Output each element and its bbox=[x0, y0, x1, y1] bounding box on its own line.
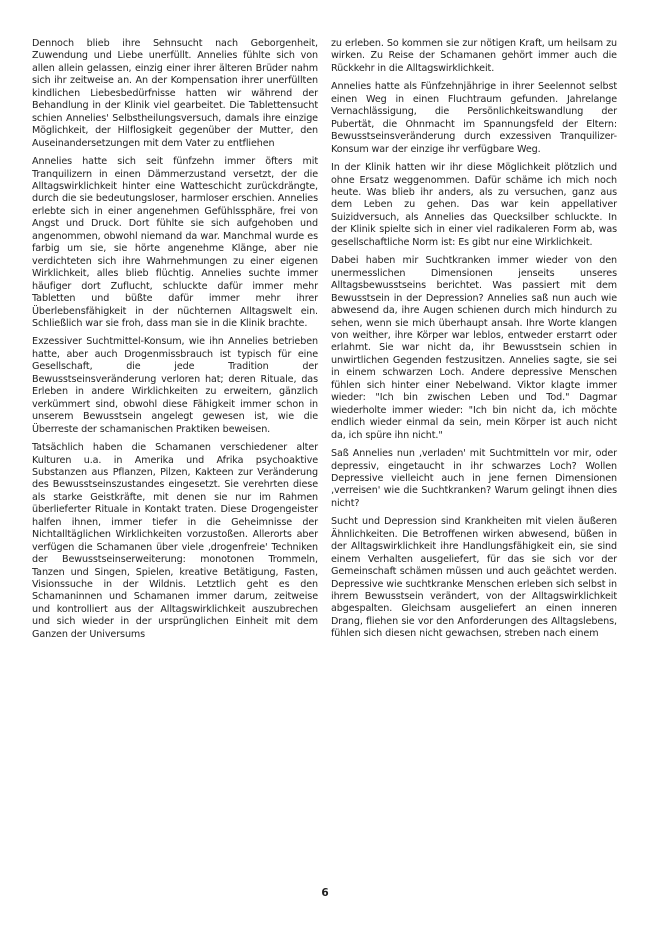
left-text-column bbox=[32, 38, 318, 647]
paragraph: zu erleben. So kommen sie zur nötigen Kraft, um heilsam zu wirken. Zu Reise der Schamanen gehört immer auch die Rückkehr in die Alltagswirklichkeit. bbox=[331, 38, 617, 74]
paragraph: Dabei haben mir Suchtkranken immer wieder von den unermesslichen Dimensionen jenseits unseres Alltagsbewusstseins berichtet. Was passiert mit dem Bewusstsein in der Depression? Annelies saß nun auch wie abwesend da, ihre Augen schienen durch mich hindurch zu sehen, wenn sie mich überhaupt ansah. Ihre Worte klangen von weither, ihre Körper war leblos, entweder erstarrt oder erlahmt. Sie war nicht da, ihr Bewusstsein schien in unwirtlichen Gegenden festzusitzen. Annelies sagte, sie sei in einem schwarzen Loch. Andere depressive Menschen fühlen sich hinter einer Nebelwand. Viktor klagte immer wieder: "Ich bin zwischen Leben und Tod." Dagmar wiederholte immer wieder: "Ich bin nicht da, ich möchte endlich wieder einmal da sein, mein Körper ist auch nicht da, ich spüre ihn nicht." bbox=[331, 255, 617, 441]
paragraph: Annelies hatte sich seit fünfzehn immer öfters mit Tranquilizern in einen Dämmerzustand versetzt, der die Alltagswirklichkeit hinter eine Watteschicht zurückdrängte, durch die sie bedeutungsloser, harmloser erschien. Annelies erlebte sich in einer angenehmen Gefühlssphäre, frei von Angst und Druck. Dort fühlte sie sich aufgehoben und angenommen, obwohl niemand da war. Manchmal wurde es farbig um sie, sie hörte angenehme Klänge, aber nie verdichteten sich ihre Wahrnehmungen zu einer eigenen Wirklichkeit, alles blieb flüchtig. Annelies suchte immer häufiger dort Zuflucht, schluckte dafür immer mehr Tabletten und büßte dafür immer mehr ihrer Überlebensfähigkeit in der nüchternen Alltagswelt ein. Schließlich war sie froh, dass man sie in die Klinik brachte. bbox=[32, 156, 318, 329]
paragraph: In der Klinik hatten wir ihr diese Möglichkeit plötzlich und ohne Ersatz weggenommen. Dafür schäme ich mich noch heute. Was blieb ihr anders, als zu versuchen, ganz aus dem Leben zu gehen. Das war kein appellativer Suizidversuch, als Annelies das Quecksilber schluckte. In der Klinik spielte sich in einer viel radikaleren Form ab, was gesellschaftliche Norm ist: Es gibt nur eine Wirklichkeit. bbox=[331, 162, 617, 248]
paragraph: Sucht und Depression sind Krankheiten mit vielen äußeren Ähnlichkeiten. Die Betroffenen wirken abwesend, büßen in der Alltagswirklichkeit ihre Handlungsfähigkeit ein, sie sind einem Verhalten ausgeliefert, für das sie sich vor der Gemeinschaft schämen müssen und auch geächtet werden. Depressive wie suchtkranke Menschen erleben sich selbst in ihrem Bewusstsein verändert, von der Alltagswirklichkeit abgespalten. Gleichsam ausgeliefert an einen inneren Drang, fliehen sie vor den Anforderungen des Alltagslebens, fühlen sich diesen nicht gewachsen, streben nach einem bbox=[331, 516, 617, 640]
paragraph: Annelies hatte als Fünfzehnjährige in ihrer Seelennot selbst einen Weg in einen Fluchtraum gefunden. Jahrelange Vernachlässigung, die Persönlichkeitswandlung der Pubertät, die Ohnmacht im Spannungsfeld der Eltern: Bewusstseinsveränderung durch exzessiven Tranquilizer-Konsum war der einzige ihr verfügbare Weg. bbox=[331, 81, 617, 155]
paragraph: Tatsächlich haben die Schamanen verschiedener alter Kulturen u.a. in Amerika und Afrika psychoaktive Substanzen aus Pflanzen, Pilzen, Kakteen zur Veränderung des Bewusstseinszustandes eingesetzt. Sie verehrten diese als starke Geistkräfte, mit denen sie nur im Rahmen überlieferter Rituale in Kontakt traten. Diese Drogengeister halfen ihnen, immer tiefer in die Geheimnisse der Nichtalltäglichen Wirklichkeiten vorzustoßen. Allerorts aber verfügen die Schamanen über viele ‚drogenfreie' Techniken der Bewusstseinserweiterung: monotonen Trommeln, Tanzen und Singen, Spielen, kreative Betätigung, Fasten, Visionssuche in der Wildnis. Letztlich geht es den Schamaninnen und Schamanen immer darum, zeitweise und kontrolliert aus der Alltagswirklichkeit auszubrechen und sich wieder in der ursprünglichen Einheit mit dem Ganzen der Universums bbox=[32, 442, 318, 640]
paragraph: Exzessiver Suchtmittel-Konsum, wie ihn Annelies betrieben hatte, aber auch Drogenmissbrauch ist typisch für eine Gesellschaft, die jede Tradition der Bewusstseinsveränderung verloren hat; deren Rituale, das Erleben in andere Wirklichkeiten zu erweitern, gänzlich verkümmert sind, obwohl diese Fähigkeit immer schon in unserem Bewusstsein angelegt gewesen ist, wie die Überreste der schamanischen Praktiken beweisen. bbox=[32, 336, 318, 435]
right-text-column bbox=[331, 38, 617, 647]
paragraph: Saß Annelies nun ‚verladen' mit Suchtmitteln vor mir, oder depressiv, eingetaucht in ihr schwarzes Loch? Wollen Depressive vielleicht auch in jene fernen Dimensionen ‚verreisen' wie die Suchtkranken? Warum gelingt ihnen dies nicht? bbox=[331, 448, 617, 509]
page-number: 6 bbox=[321, 887, 329, 899]
paragraph: Dennoch blieb ihre Sehnsucht nach Geborgenheit, Zuwendung und Liebe unerfüllt. Annelies fühlte sich von allen allein gelassen, einzig einer ihrer älteren Brüder nahm sich ihr zeitweise an. An der Kompensation ihrer unerfüllten kindlichen Liebesbedürfnisse hatten wir während der Behandlung in der Klinik viel gearbeitet. Die Tablettensucht schien Annelies' Selbstheilungsversuch, damals ihre einzige Möglichkeit, der Hilflosigkeit gegenüber der Mutter, den Auseinandersetzungen mit dem Vater zu entfliehen bbox=[32, 38, 318, 149]
